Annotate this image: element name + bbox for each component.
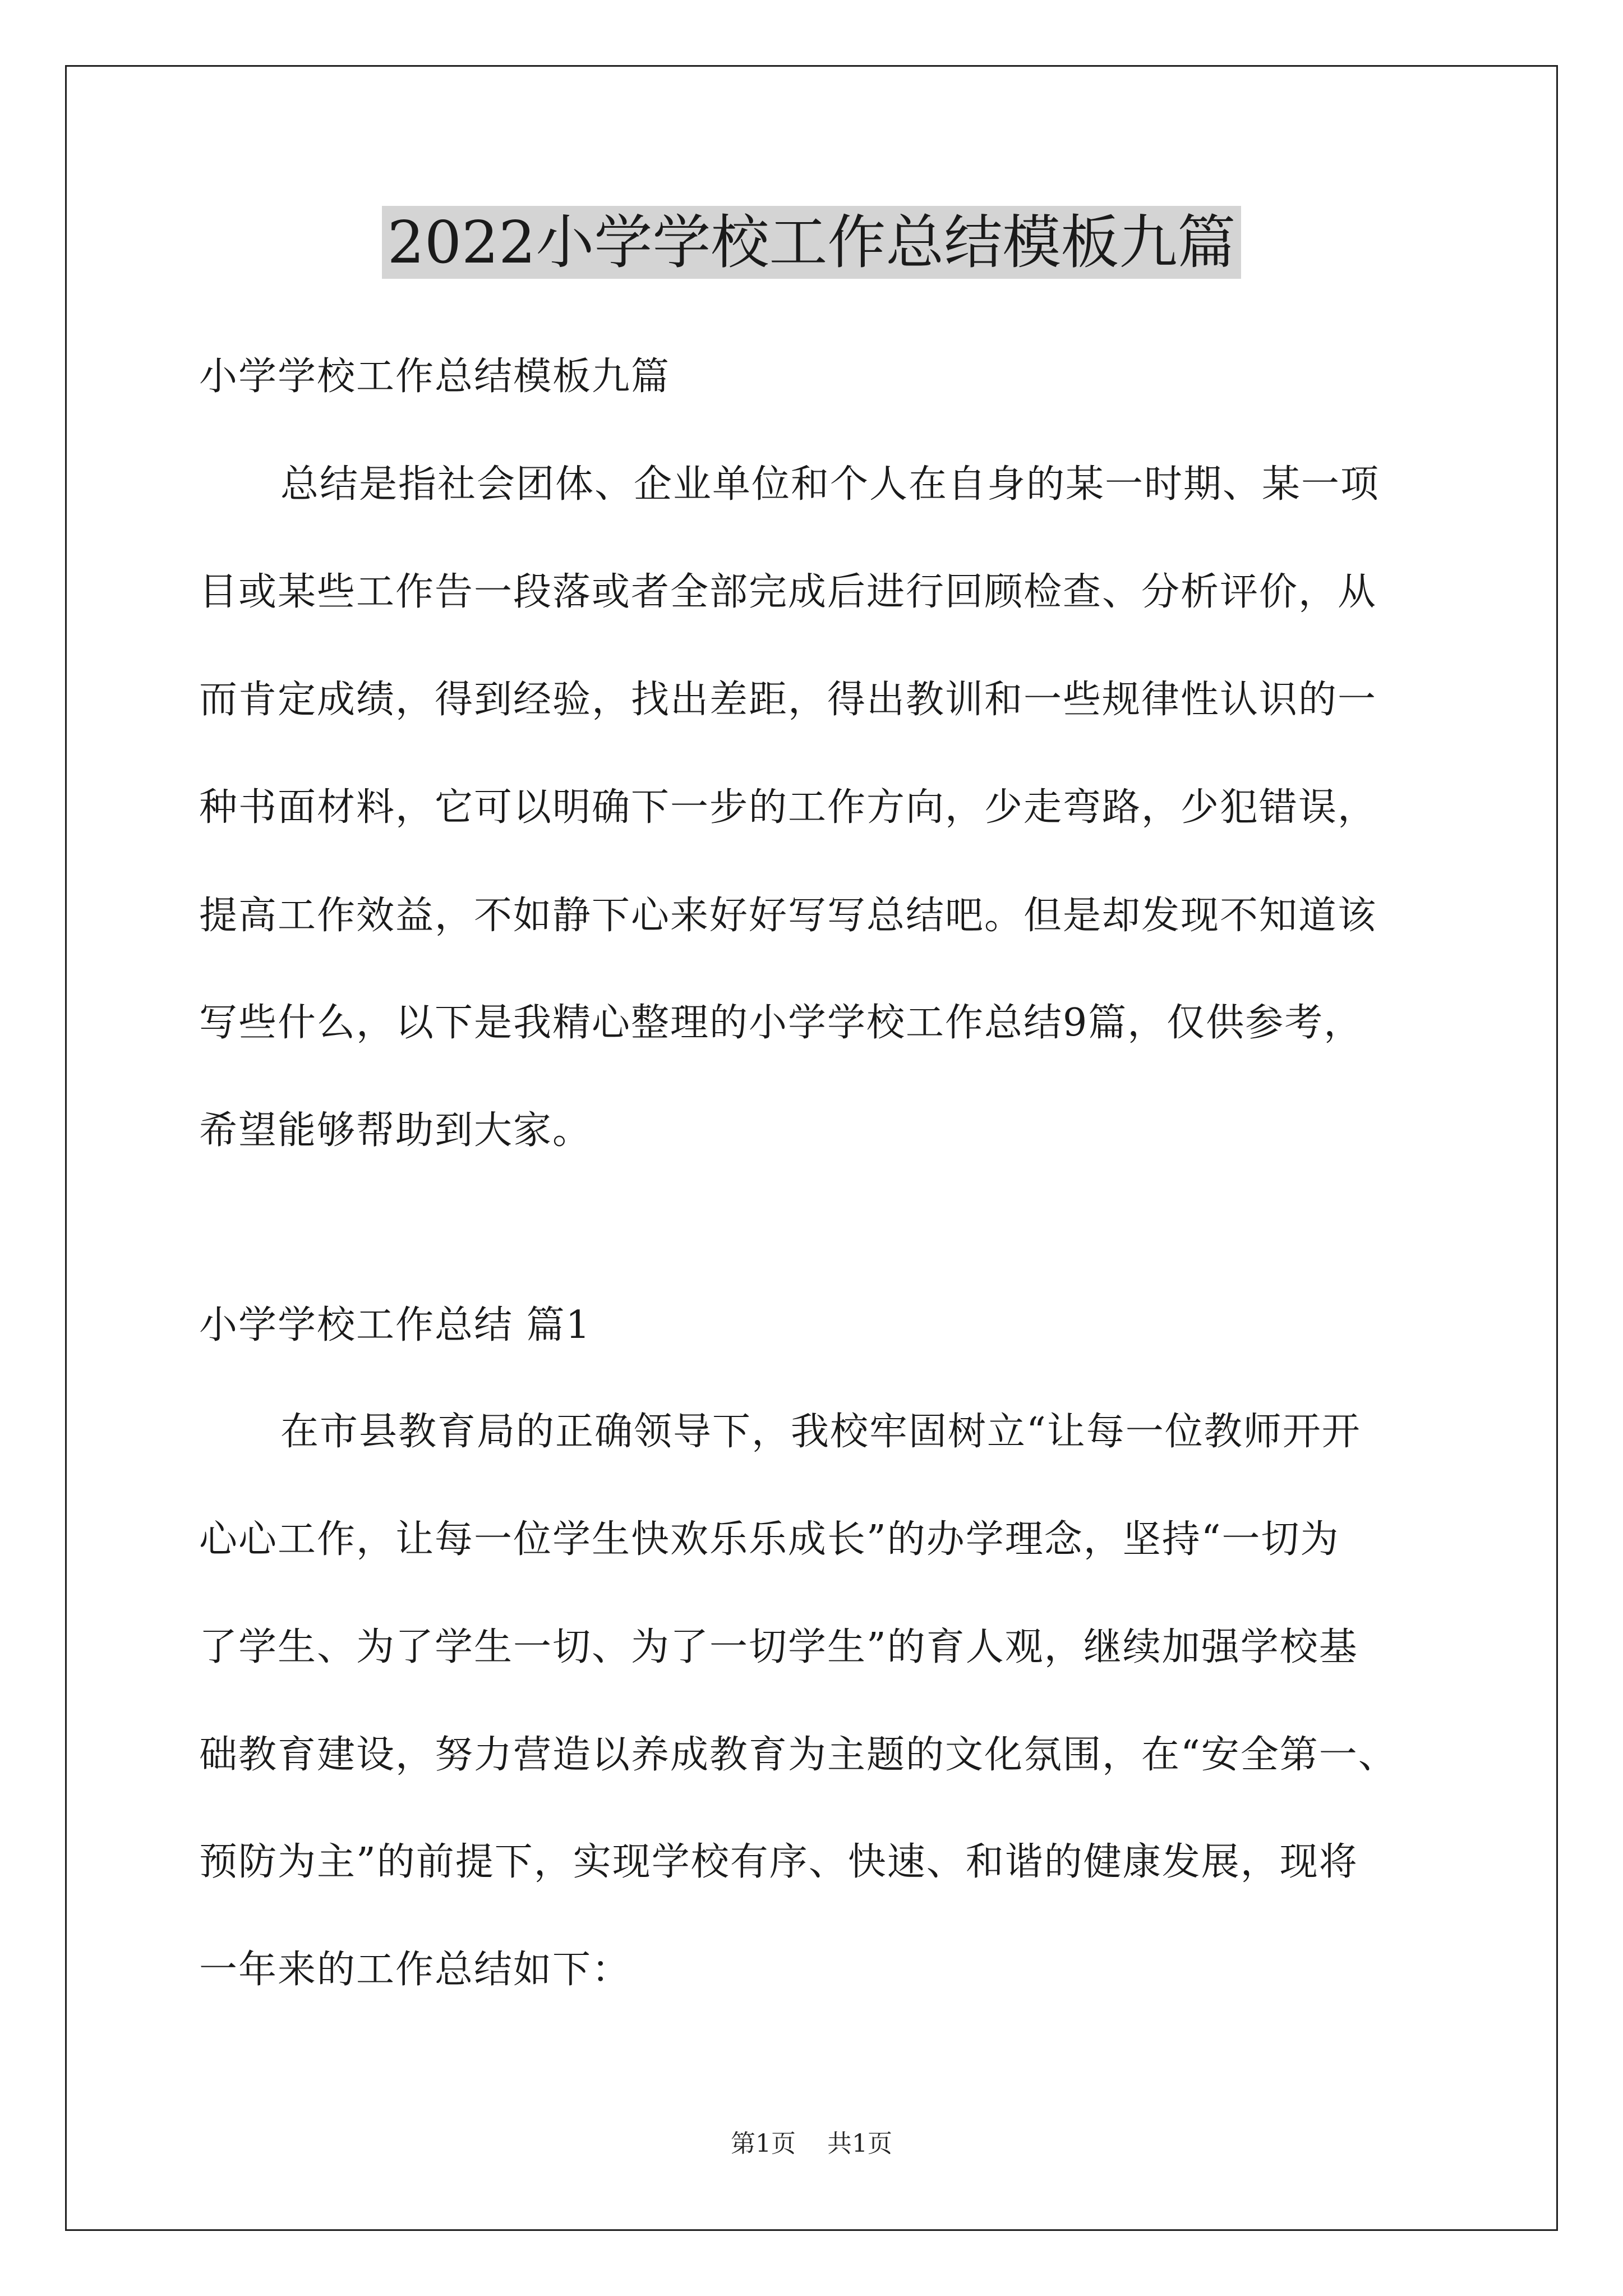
intro-line: 写些什么，以下是我精心整理的小学学校工作总结9篇，仅供参考， bbox=[199, 1001, 1363, 1045]
document-subtitle: 小学学校工作总结模板九篇 bbox=[199, 355, 671, 399]
section-line: 心心工作，让每一位学生快欢乐乐成长”的办学理念，坚持“一切为 bbox=[199, 1517, 1340, 1562]
intro-line: 希望能够帮助到大家。 bbox=[199, 1108, 592, 1153]
page-footer bbox=[0, 2127, 1623, 2161]
section-heading: 小学学校工作总结 篇1 bbox=[199, 1303, 591, 1347]
intro-line: 目或某些工作告一段落或者全部完成后进行回顾检查、分析评价，从 bbox=[199, 570, 1377, 614]
section-line: 了学生、为了学生一切、为了一切学生”的育人观，继续加强学校基 bbox=[199, 1625, 1358, 1669]
page-number: 第1页 bbox=[731, 2129, 796, 2158]
intro-line: 种书面材料，它可以明确下一步的工作方向，少走弯路，少犯错误， bbox=[199, 785, 1377, 830]
page-total: 共1页 bbox=[827, 2129, 892, 2158]
intro-line: 而肯定成绩，得到经验，找出差距，得出教训和一些规律性认识的一 bbox=[199, 678, 1377, 722]
intro-line: 总结是指社会团体、企业单位和个人在自身的某一时期、某一项 bbox=[280, 462, 1380, 507]
section-line: 预防为主”的前提下，实现学校有序、快速、和谐的健康发展，现将 bbox=[199, 1840, 1358, 1884]
section-line: 一年来的工作总结如下： bbox=[199, 1948, 631, 1992]
document-title bbox=[0, 203, 1623, 282]
document-title-text: 2022小学学校工作总结模板九篇 bbox=[382, 206, 1242, 279]
section-line: 在市县教育局的正确领导下，我校牢固树立“让每一位教师开开 bbox=[280, 1410, 1361, 1454]
section-line: 础教育建设，努力营造以养成教育为主题的文化氛围，在“安全第一、 bbox=[199, 1733, 1398, 1777]
intro-line: 提高工作效益，不如静下心来好好写写总结吧。但是却发现不知道该 bbox=[199, 894, 1377, 938]
